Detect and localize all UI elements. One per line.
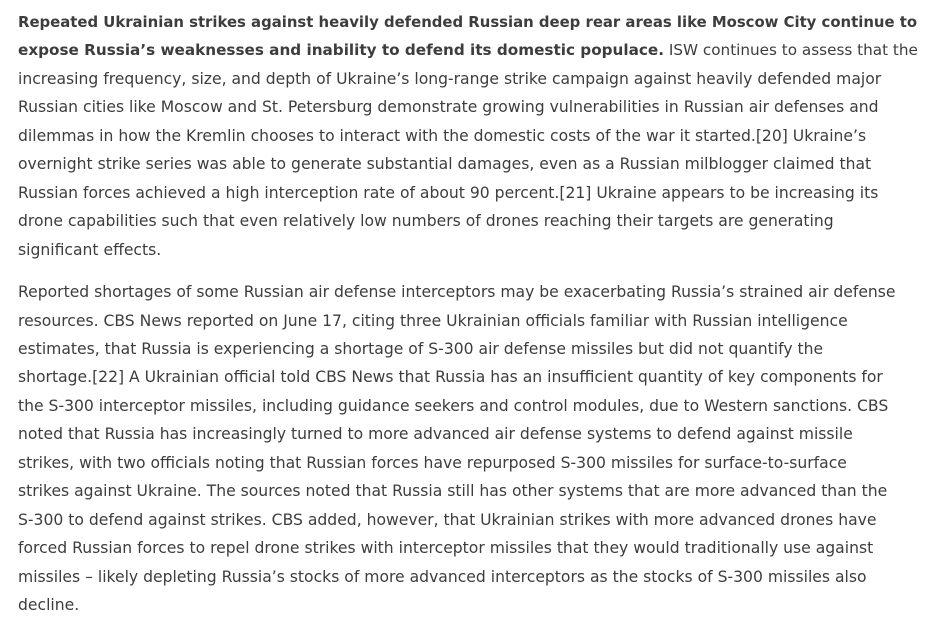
text-line: the S-300 interceptor missiles, including guidance seekers and control modules, due to Western sanctions. CBS xyxy=(18,396,889,415)
text-line: dilemmas in how the Kremlin chooses to interact with the domestic costs of the war it started.[20] Ukraine’s xyxy=(18,126,867,145)
lead-sentence: Repeated Ukrainian strikes against heavily defended Russian deep rear areas like Moscow City continue to xyxy=(18,13,918,31)
lead-sentence: expose Russia’s weaknesses and inability to defend its domestic populace. xyxy=(18,41,664,60)
text-line: overnight strike series was able to generate substantial damages, even as a Russian milblogger claimed that xyxy=(18,155,872,174)
text-line: significant effects. xyxy=(18,240,162,259)
text-line xyxy=(18,36,918,64)
text-line: Reported shortages of some Russian air defense interceptors may be exacerbating Russia’s strained air defense xyxy=(18,283,896,302)
text-line: strikes, with two officials noting that Russian forces have repurposed S-300 missiles for surface-to-surface xyxy=(18,453,847,472)
text-line: drone capabilities such that even relatively low numbers of drones reaching their targets are generating xyxy=(18,212,834,231)
paragraph-1 xyxy=(18,8,918,264)
text-line xyxy=(18,8,918,36)
paragraph-2 xyxy=(18,278,900,619)
text-line: Russian cities like Moscow and St. Petersburg demonstrate growing vulnerabilities in Russian air defenses and xyxy=(18,98,879,117)
text-line: S-300 to defend against strikes. CBS added, however, that Ukrainian strikes with more advanced drones have xyxy=(18,510,877,529)
text-line: missiles – likely depleting Russia’s stocks of more advanced interceptors as the stocks of S-300 missiles also xyxy=(18,567,867,586)
text-line: increasing frequency, size, and depth of Ukraine’s long-range strike campaign against heavily defended major xyxy=(18,69,882,88)
text-line: strikes against Ukraine. The sources noted that Russia still has other systems that are more advanced than the xyxy=(18,482,888,501)
text-line: estimates, that Russia is experiencing a shortage of S-300 air defense missiles but did not quantify the xyxy=(18,339,824,358)
text-line: shortage.[22] A Ukrainian official told CBS News that Russia has an insufficient quantity of key components for xyxy=(18,368,883,387)
text-line: decline. xyxy=(18,596,80,615)
text-line: noted that Russia has increasingly turned to more advanced air defense systems to defend against missile xyxy=(18,425,853,444)
text-line: Russian forces achieved a high interception rate of about 90 percent.[21] Ukraine appears to be increasing its xyxy=(18,183,879,202)
text-line: forced Russian forces to repel drone strikes with interceptor missiles that they would traditionally use against xyxy=(18,539,874,558)
text-line: resources. CBS News reported on June 17, citing three Ukrainian officials familiar with Russian intelligence xyxy=(18,311,848,330)
body-text: ISW continues to assess that the xyxy=(664,41,918,60)
